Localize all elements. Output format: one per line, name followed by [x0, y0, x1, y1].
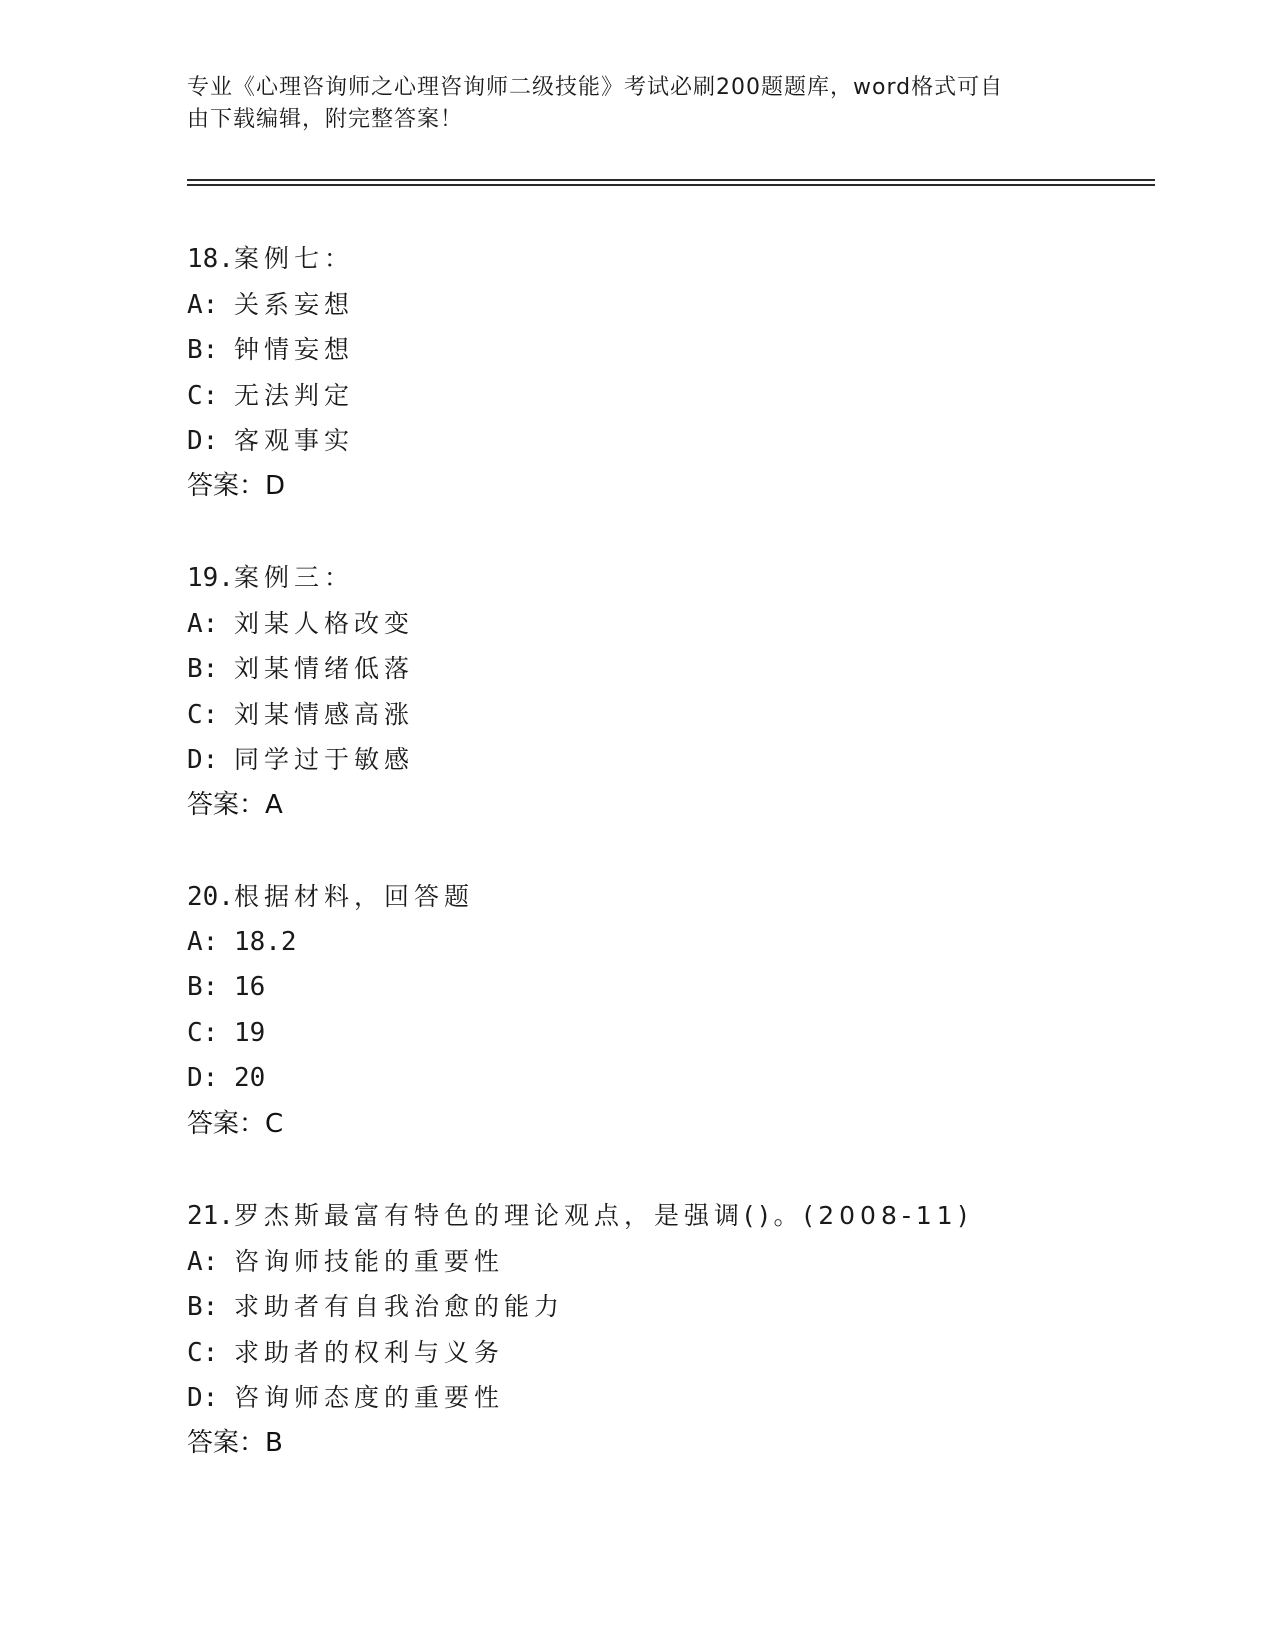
- header-line-2: 由下载编辑，附完整答案！: [187, 107, 464, 132]
- option-d: [187, 737, 1147, 783]
- question-19: [187, 555, 1147, 828]
- option-text: 同学过于敏感: [233, 745, 414, 774]
- option-text: 20: [233, 1063, 266, 1093]
- option-text: 咨询师技能的重要性: [233, 1246, 504, 1276]
- option-label: C:: [187, 1337, 219, 1368]
- option-label: C:: [187, 380, 219, 411]
- option-label: D:: [187, 1063, 219, 1093]
- option-label: B:: [187, 335, 219, 365]
- question-20: [187, 874, 1147, 1147]
- option-d: [187, 418, 1147, 464]
- option-label: A:: [187, 289, 219, 320]
- header-divider-bottom: [187, 184, 1155, 186]
- option-label: B:: [187, 972, 219, 1002]
- option-label: D:: [187, 1383, 219, 1413]
- option-text: 咨询师态度的重要性: [233, 1383, 504, 1412]
- option-a: [187, 920, 1147, 966]
- question-stem: [187, 1193, 1147, 1239]
- answer-line: 答案：B: [187, 1427, 283, 1458]
- header-line-1: 专业《心理咨询师之心理咨询师二级技能》考试必刷200题题库，word格式可自: [187, 75, 1004, 100]
- question-number: 21.: [187, 1201, 234, 1231]
- option-text: 客观事实: [233, 426, 354, 455]
- option-text: 19: [233, 1017, 266, 1048]
- option-c: [187, 692, 1147, 738]
- option-text: 钟情妄想: [233, 335, 354, 364]
- option-c: [187, 1011, 1147, 1057]
- option-text: 刘某情感高涨: [233, 699, 414, 729]
- answer-line: 答案：A: [187, 789, 283, 820]
- question-number: 18.: [187, 244, 234, 274]
- option-a: [187, 601, 1147, 647]
- question-number: 19.: [187, 563, 234, 593]
- option-text: 无法判定: [233, 380, 354, 410]
- answer-line: 答案：D: [187, 470, 286, 501]
- question-text: 罗杰斯最富有特色的理论观点，是强调()。(2008-11): [233, 1201, 973, 1230]
- answer-line: 答案：C: [187, 1108, 284, 1139]
- option-c: [187, 373, 1147, 419]
- option-label: D:: [187, 426, 219, 456]
- option-text: 16: [233, 972, 266, 1002]
- question-text: 根据材料，回答题: [233, 882, 474, 911]
- option-text: 求助者有自我治愈的能力: [233, 1292, 564, 1321]
- option-label: B:: [187, 1292, 219, 1322]
- question-stem: [187, 874, 1147, 920]
- option-text: 刘某情绪低落: [233, 654, 414, 683]
- option-d: [187, 1056, 1147, 1102]
- question-21: [187, 1193, 1147, 1466]
- option-text: 刘某人格改变: [233, 608, 414, 638]
- option-b: [187, 646, 1147, 692]
- option-text: 18.2: [233, 926, 297, 957]
- option-label: C:: [187, 1017, 219, 1048]
- option-b: [187, 327, 1147, 373]
- option-a: [187, 1239, 1147, 1285]
- question-18: [187, 236, 1147, 509]
- question-stem: [187, 236, 1147, 282]
- option-label: B:: [187, 654, 219, 684]
- option-d: [187, 1375, 1147, 1421]
- option-b: [187, 1284, 1147, 1330]
- question-number: 20.: [187, 882, 234, 912]
- option-a: [187, 282, 1147, 328]
- option-label: A:: [187, 608, 219, 639]
- option-label: C:: [187, 699, 219, 730]
- option-c: [187, 1330, 1147, 1376]
- question-stem: [187, 555, 1147, 601]
- option-label: A:: [187, 1246, 219, 1277]
- question-text: 案例七：: [233, 244, 354, 273]
- question-text: 案例三：: [233, 563, 354, 592]
- option-text: 关系妄想: [233, 289, 354, 319]
- question-list: [187, 236, 1147, 1512]
- document-header: [187, 72, 1067, 136]
- option-text: 求助者的权利与义务: [233, 1337, 504, 1367]
- option-b: [187, 965, 1147, 1011]
- option-label: D:: [187, 745, 219, 775]
- header-divider-top: [187, 179, 1155, 181]
- option-label: A:: [187, 926, 219, 957]
